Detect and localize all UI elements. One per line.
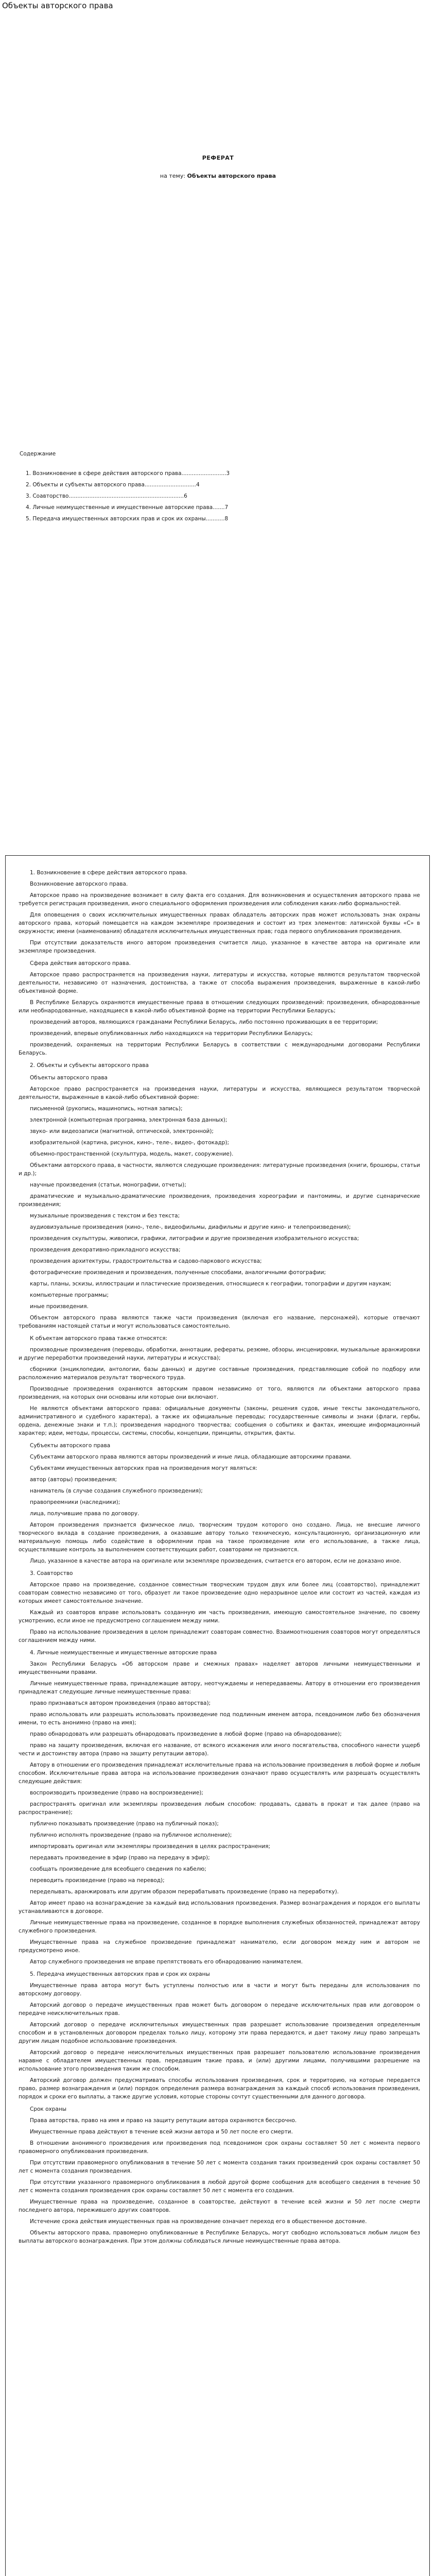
- body-paragraph: право использовать или разрешать использовать произведение под подлинным именем автора, псевдонимом либо без обозначения имени, то есть анонимно (право на имя);: [19, 1711, 420, 1726]
- body-paragraph: Истечение срока действия имущественных прав на произведение означает переход его в общественное достояние.: [30, 2218, 367, 2225]
- body-paragraph: Не являются объектами авторского права: официальные документы (законы, решения судов, иные тексты законодательного, административного и судебного характера), а также их официальные переводы; государственные символы и знаки (флаги, гербы, ордена, денежные знаки и т.п.); произведения народного творчества; сообщения о событиях и фактах, имеющие информационный характер; идеи, методы, процессы, системы, способы, концепции, принципы, открытия, факты.: [19, 1405, 420, 1436]
- body-paragraph: Возникновение авторского права.: [30, 881, 128, 887]
- body-paragraph: объемно-пространственной (скульптура, модель, макет, сооружение).: [30, 1151, 234, 1157]
- body-paragraph: право на защиту произведения, включая его название, от всякого искажения или иного посягательства, способного нанести ущерб чести и достоинству автора (право на защиту репутации автора).: [19, 1742, 420, 1757]
- body-paragraph: произведений авторов, являющихся гражданами Республики Беларусь, либо постоянно проживающих в ее территории;: [30, 1019, 378, 1025]
- section-heading: К объектам авторского права также относятся:: [30, 1335, 168, 1342]
- body-paragraph: произведения скульптуры, живописи, графики, литографии и другие произведения изобразительного искусства;: [30, 1235, 359, 1242]
- body-paragraph: электронной (компьютерная программа, электронная база данных);: [30, 1117, 228, 1123]
- section-heading: 2. Объекты и субъекты авторского права: [30, 1062, 149, 1069]
- body-paragraph: изобразительной (картина, рисунок, кино-, теле-, видео-, фотокадр);: [30, 1140, 230, 1146]
- body-paragraph: импортировать оригинал или экземпляры произведения в целях распространения;: [30, 1843, 271, 1850]
- body-paragraph: Производные произведения охраняются авторским правом независимо от того, являются ли объектами авторского права произведения, на которых они основаны или которые они включают.: [19, 1386, 420, 1400]
- body-paragraph: передавать произведение в эфир (право на передачу в эфир);: [30, 1855, 210, 1861]
- body-paragraph: воспроизводить произведение (право на воспроизведение);: [30, 1790, 203, 1796]
- body-paragraph: При отсутствии доказательств иного автором произведения считается лицо, указанное в качестве автора на оригинале или экземпляре произведения.: [19, 940, 420, 954]
- body-paragraph: произведений, охраняемых на территории Республики Беларусь в соответствии с международными договорами Республики Беларусь.: [19, 1042, 420, 1056]
- body-paragraph: право обнародовать или разрешать обнародовать произведение в любой форме (право на обнародование);: [30, 1731, 342, 1737]
- body-paragraph: произведения декоративно-прикладного искусства;: [30, 1247, 181, 1253]
- body-paragraph: звуко- или видеозаписи (магнитной, оптической, электронной);: [30, 1128, 214, 1134]
- body-paragraph: публично показывать произведение (право на публичный показ);: [30, 1821, 219, 1827]
- body-paragraph: При отсутствии правомерного опубликования в течение 50 лет с момента создания таких произведений срок охраны составляет 50 лет с момента создания произведения.: [19, 2160, 420, 2174]
- body-paragraph: аудиовизуальные произведения (кино-, теле-, видеофильмы, диафильмы и другие кино- и телепроизведения);: [30, 1224, 351, 1230]
- body-paragraph: музыкальные произведения с текстом и без текста;: [30, 1213, 180, 1219]
- body-paragraph: Автор служебного произведения не вправе препятствовать его обнародованию нанимателем.: [30, 1959, 303, 1965]
- body-paragraph: распространять оригинал или экземпляры произведения любым способом: продавать, сдавать в прокат и так далее (право на распространение);: [19, 1801, 420, 1816]
- body-paragraph: Субъектами имущественных авторских прав на произведения могут являться:: [30, 1465, 257, 1471]
- body-paragraph: Каждый из соавторов вправе использовать созданную им часть произведения, имеющую самостоятельное значение, по своему усмотрению, если иное не предусмотрено соглашением между ними.: [19, 1609, 420, 1624]
- body-paragraph: Право на использование произведения в целом принадлежит соавторам совместно. Взаимоотношения соавторов могут определяться соглашением между ними.: [19, 1629, 420, 1643]
- referat-header: [0, 155, 436, 179]
- body-paragraph: научные произведения (статьи, монографии, отчеты);: [30, 1182, 186, 1188]
- section-heading: Объекты авторского права: [30, 1075, 108, 1081]
- body-paragraph: В Республике Беларусь охраняются имущественные права в отношении следующих произведений: произведения, обнародованные или необнародованные, находящиеся в какой-либо объективной форме на территории Республики Беларусь;: [19, 999, 420, 1014]
- body-paragraph: В отношении анонимного произведения или произведения под псевдонимом срок охраны составляет 50 лет с момента первого правомерного опубликования произведения.: [19, 2140, 420, 2155]
- section-heading: 5. Передача имущественных авторских прав и срок их охраны: [30, 1971, 210, 1977]
- toc-item: 2. Объекты и субъекты авторского права..............................4: [26, 482, 200, 488]
- table-of-contents: [20, 448, 230, 524]
- body-paragraph: публично исполнять произведение (право на публичное исполнение);: [30, 1832, 232, 1838]
- body-paragraph: Имущественные права на произведение, созданное в соавторстве, действуют в течение всей жизни и 50 лет после смерти последнего автора, пережившего других соавторов.: [19, 2199, 420, 2213]
- body-paragraph: письменной (рукопись, машинопись, нотная запись);: [30, 1106, 183, 1112]
- body-paragraph: Авторское право на произведение, созданное совместным творческим трудом двух или более лиц (соавторство), принадлежит соавторам совместно независимо от того, образует ли такое произведение одно неразрывное целое или состоит из частей, каждая из которых имеет самостоятельное значение.: [19, 1582, 420, 1604]
- section-heading: 4. Личные неимущественные и имущественные авторские права: [30, 1650, 217, 1656]
- referat-topic: Объекты авторского права: [187, 173, 276, 179]
- body-paragraph: переделывать, аранжировать или другим образом перерабатывать произведение (право на переработку).: [30, 1889, 339, 1895]
- body-paragraph: лица, получившие права по договору.: [30, 1511, 139, 1517]
- referat-topic-line: [0, 173, 436, 179]
- body-paragraph: При отсутствии указанного правомерного опубликования в любой другой форме сообщения для всеобщего сведения в течение 50 лет с момента создания произведения срок охраны составляет 50 лет с момента его создания.: [19, 2179, 420, 2194]
- body-paragraph: произведений, впервые опубликованных либо находящихся на территории Республики Беларусь;: [30, 1030, 313, 1037]
- section-heading: Сфера действия авторского права.: [30, 960, 131, 967]
- toc-title: Содержание: [20, 451, 56, 457]
- body-paragraph: Объектом авторского права являются также части произведения (включая его название, персонажей), которые отвечают требованиям настоящей статьи и могут использоваться самостоятельно.: [19, 1315, 420, 1329]
- body-paragraph: Для оповещения о своих исключительных имущественных правах обладатель авторских прав может использовать знак охраны авторского права, который помещается на каждом экземпляре произведения и состоит из трех элементов: латинской буквы «С» в окружности; имени (наименования) обладателя исключительных имущественных прав; года первого опубликования произведения.: [19, 912, 420, 935]
- toc-item: 1. Возникновение в сфере действия авторского права..........................3: [26, 470, 230, 477]
- body-paragraph: Субъектами авторского права являются авторы произведений и иные лица, обладающие авторскими правами.: [30, 1454, 352, 1460]
- section-heading: Субъекты авторского права: [30, 1443, 111, 1449]
- body-paragraph: Автору в отношении его произведения принадлежат исключительные права на использование произведения в любой форме и любым способом. Исключительные права автора на использование произведения означают право осуществлять или разрешать осуществлять следующие действия:: [19, 1762, 420, 1785]
- body-paragraph: правопреемники (наследники);: [30, 1499, 120, 1505]
- body-paragraph: Авторский договор о передаче исключительных имущественных прав разрешает использование произведения определенным способом и в установленных договором пределах только лицу, которому эти права передаются, и дает такому лицу право запрещать другим лицам подобное использование произведения.: [19, 2022, 420, 2044]
- page-title: Объекты авторского права: [2, 1, 113, 10]
- body-paragraph: производные произведения (переводы, обработки, аннотации, рефераты, резюме, обзоры, инсценировки, музыкальные аранжировки и другие переработки произведений науки, литературы и искусства);: [19, 1347, 420, 1361]
- article-body: [19, 865, 420, 2248]
- body-paragraph: Личные неимущественные права, принадлежащие автору, неотчуждаемы и непередаваемы. Автору в отношении его произведения принадлежат следующие личные неимущественные права:: [19, 1681, 420, 1695]
- body-paragraph: Авторский договор о передаче имущественных прав может быть договором о передаче исключительных прав или договором о передаче неисключительных прав.: [19, 2002, 420, 2016]
- body-paragraph: компьютерные программы;: [30, 1292, 109, 1298]
- body-paragraph: Автор имеет право на вознаграждение за каждый вид использования произведения. Размер вознаграждения и порядок его выплаты устанавливаются в договоре.: [19, 1900, 420, 1914]
- body-paragraph: Авторское право на произведение возникает в силу факта его создания. Для возникновения и осуществления авторского права не требуется регистрация произведения, иного специального оформления произведения или соблюдения каких-либо формальностей.: [19, 892, 420, 907]
- body-paragraph: наниматель (в случае создания служебного произведения);: [30, 1488, 203, 1494]
- body-paragraph: фотографические произведения и произведения, полученные способами, аналогичными фотографии;: [30, 1269, 326, 1276]
- toc-item: 4. Личные неимущественные и имущественные авторские права.......7: [26, 504, 229, 511]
- referat-label: РЕФЕРАТ: [202, 155, 234, 161]
- toc-item: 3. Соавторство...................................................................6: [26, 493, 187, 499]
- body-paragraph: Авторское право распространяется на произведения науки, литературы и искусства, которые являются результатом творческой деятельности, независимо от назначения, достоинства, а также от способа выражения произведения, выраженные в какой-либо объективной форме.: [19, 972, 420, 994]
- body-paragraph: сборники (энциклопедии, антологии, базы данных) и другие составные произведения, представляющие собой по подбору или расположению материалов результат творческого труда.: [19, 1366, 420, 1381]
- section-heading: 1. Возникновение в сфере действия авторского права.: [30, 870, 187, 876]
- body-paragraph: Лицо, указанное в качестве автора на оригинале или экземпляре произведения, считается его автором, если не доказано иное.: [30, 1558, 402, 1564]
- body-paragraph: Имущественные права действуют в течение всей жизни автора и 50 лет после его смерти.: [30, 2129, 293, 2135]
- body-paragraph: произведения архитектуры, градостроительства и садово-паркового искусства;: [30, 1258, 262, 1264]
- body-paragraph: Имущественные права автора могут быть уступлены полностью или в части и могут быть переданы для использования по авторскому договору.: [19, 1982, 420, 1997]
- body-paragraph: Имущественные права на служебное произведение принадлежат нанимателю, если договором между ним и автором не предусмотрено иное.: [19, 1939, 420, 1954]
- body-paragraph: Авторский договор должен предусматривать способы использования произведения, срок и территорию, на которые передается право, размер вознаграждения и (или) порядок определения размера вознаграждения за каждый способ использования произведения, порядок и сроки его выплаты, а также другие условия, которые стороны сочтут существенными для данного договора.: [19, 2077, 420, 2100]
- body-paragraph: право признаваться автором произведения (право авторства);: [30, 1700, 211, 1706]
- section-heading: Срок охраны: [30, 2106, 66, 2112]
- body-paragraph: сообщать произведение для всеобщего сведения по кабелю;: [30, 1866, 206, 1872]
- body-paragraph: Закон Республики Беларусь «Об авторском праве и смежных правах» наделяет авторов личными неимущественными и имущественными правами.: [19, 1661, 420, 1675]
- body-paragraph: драматические и музыкально-драматические произведения, произведения хореографии и пантомимы, и другие сценарические произведения;: [19, 1193, 420, 1208]
- body-paragraph: Личные неимущественные права на произведение, созданное в порядке выполнения служебных обязанностей, принадлежат автору служебного произведения.: [19, 1920, 420, 1934]
- body-paragraph: карты, планы, эскизы, иллюстрации и пластические произведения, относящиеся к географии, топографии и другим наукам;: [30, 1281, 392, 1287]
- body-paragraph: переводить произведение (право на перевод);: [30, 1877, 165, 1884]
- referat-topic-prefix: на тему:: [160, 173, 186, 179]
- body-paragraph: Автором произведения признается физическое лицо, творческим трудом которого оно создано. Лица, не внесшие личного творческого вклада в создание произведения, а оказавшие автору только техническую, консультационную, организационную или материальную помощь либо содействие в оформлении прав на такое произведение или его использование, а также лица, осуществлявшие контроль за выполнением соответствующих работ, соавторами не признаются.: [19, 1522, 420, 1553]
- body-paragraph: Объектами авторского права, в частности, являются следующие произведения: литературные произведения (книги, брошюры, статьи и др.);: [19, 1162, 420, 1177]
- body-paragraph: иные произведения.: [30, 1303, 89, 1310]
- body-paragraph: Авторское право распространяется на произведения науки, литературы и искусства, являющиеся результатом творческой деятельности, выраженные в какой-либо объективной форме:: [19, 1086, 420, 1100]
- section-heading: 3. Соавторство: [30, 1570, 73, 1577]
- body-paragraph: Объекты авторского права, правомерно опубликованные в Республике Беларусь, могут свободно использоваться любым лицом без выплаты авторского вознаграждения. При этом должны соблюдаться личные неимущественные права автора.: [19, 2230, 420, 2244]
- body-paragraph: автор (авторы) произведения;: [30, 1477, 117, 1483]
- body-paragraph: Права авторства, право на имя и право на защиту репутации автора охраняются бессрочно.: [30, 2117, 297, 2124]
- toc-item: 5. Передача имущественных авторских прав и срок их охраны...........8: [26, 516, 229, 522]
- body-paragraph: Авторский договор о передаче неисключительных имущественных прав разрешает пользователю использование произведения наравне с обладателем имущественных прав, передавшим такие права, и (или) другими лицами, получившими разрешение на использование этого произведения таким же способом.: [19, 2049, 420, 2072]
